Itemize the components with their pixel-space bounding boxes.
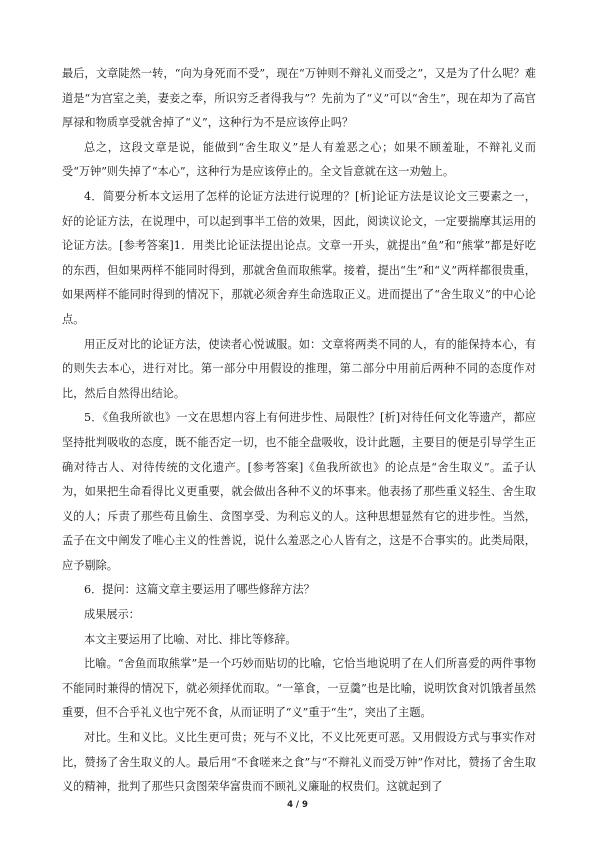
paragraph-question-5: 5．《鱼我所欲也》一文在思想内容上有何进步性、局限性？[析]对待任何文化等遗产，都应坚持批判吸收的态度，既不能否定一切，也不能全盘吸收，设计此题，主要目的便是引导学生正确对待古人、对待传统的文化遗产。[参考答案]《鱼我所欲也》的论点是“舍生取义”。孟子认为，如果把生命看得比义更重要，就会做出各种不义的坏事来。他表扬了那些重义轻生、舍生取义的人；斥责了那些苟且偷生、贪图享受、为利忘义的人。这种思想显然有它的进步性。当然，孟子在文中阐发了唯心主义的性善说，说什么羞恶之心人皆有之，这是不合事实的。此类局限，应予剔除。 — [62, 411, 536, 572]
paragraph-question-6: 6．提问：这篇文章主要运用了哪些修辞方法？ — [84, 583, 315, 597]
paragraph-conclusion-turn: 最后，文章陡然一转，“向为身死而不受”，现在“万钟则不辩礼义而受之”，又是为了什么呢？难道是“为宫室之美，妻妾之奉，所识穷乏者得我与”？先前为了“义”可以“舍生”，现在却为了高官厚禄和物质享受就舍掉了“义”，这种行为不是应该停止吗？ — [62, 67, 536, 130]
paragraph-metaphor: 比喻。“舍鱼而取熊掌”是一个巧妙而贴切的比喻，它恰当地说明了在人们所喜爱的两件事物不能同时兼得的情况下，就必须择优而取。“一箪食，一豆羹”也是比喻，说明饮食对饥饿者虽然重要，但不合乎礼义也宁死不食，从而证明了“义”重于“生”，突出了主题。 — [62, 657, 536, 720]
document-body — [62, 62, 536, 800]
paragraph-contrast: 对比。生和义比。义比生更可贵；死与不义比，不义比死更可恶。又用假设方式与事实作对比，赞扬了舍生取义的人。最后用“不食嗟来之食”与“不辩礼义而受万钟”作对比，赞扬了舍生取义的精神，批判了那些只贪图荣华富贵而不顾礼义廉耻的权贵们。这就起到了 — [62, 731, 536, 794]
paragraph-rhetoric-overview: 本文主要运用了比喻、对比、排比等修辞。 — [84, 632, 297, 646]
paragraph-results-heading: 成果展示： — [84, 608, 140, 622]
page-number: 4 / 9 — [287, 800, 308, 810]
paragraph-summary: 总之，这段文章是说，能做到“舍生取义”是人有羞恶之心；如果不顾羞耻，不辩礼义而受“万钟”则失掉了“本心”，这种行为是应该停止的。全文旨意就在这一劝勉上。 — [62, 140, 536, 179]
paragraph-contrast-method: 用正反对比的论证方法，使读者心悦诚服。如：文章将两类不同的人，有的能保持本心，有的则失去本心，进行对比。第一部分中用假设的推理，第二部分中用前后两种不同的态度作对比，然后自然得出结论。 — [62, 337, 536, 400]
paragraph-question-4: 4．简要分析本文运用了怎样的论证方法进行说理的？[析]论证方法是议论文三要素之一，好的论证方法，在说理中，可以起到事半工倍的效果，因此，阅读议论文，一定要揣摩其运用的论证方法。[参考答案]1．用类比论证法提出论点。文章一开头，就提出“鱼”和“熊掌”都是好吃的东西，但如果两样不能同时得到，那就舍鱼而取熊掌。接着，提出“生”和“义”两样都很贵重，如果两样不能同时得到的情况下，那就必须舍弃生命选取正义。进而提出了“舍生取义”的中心论点。 — [62, 189, 536, 326]
